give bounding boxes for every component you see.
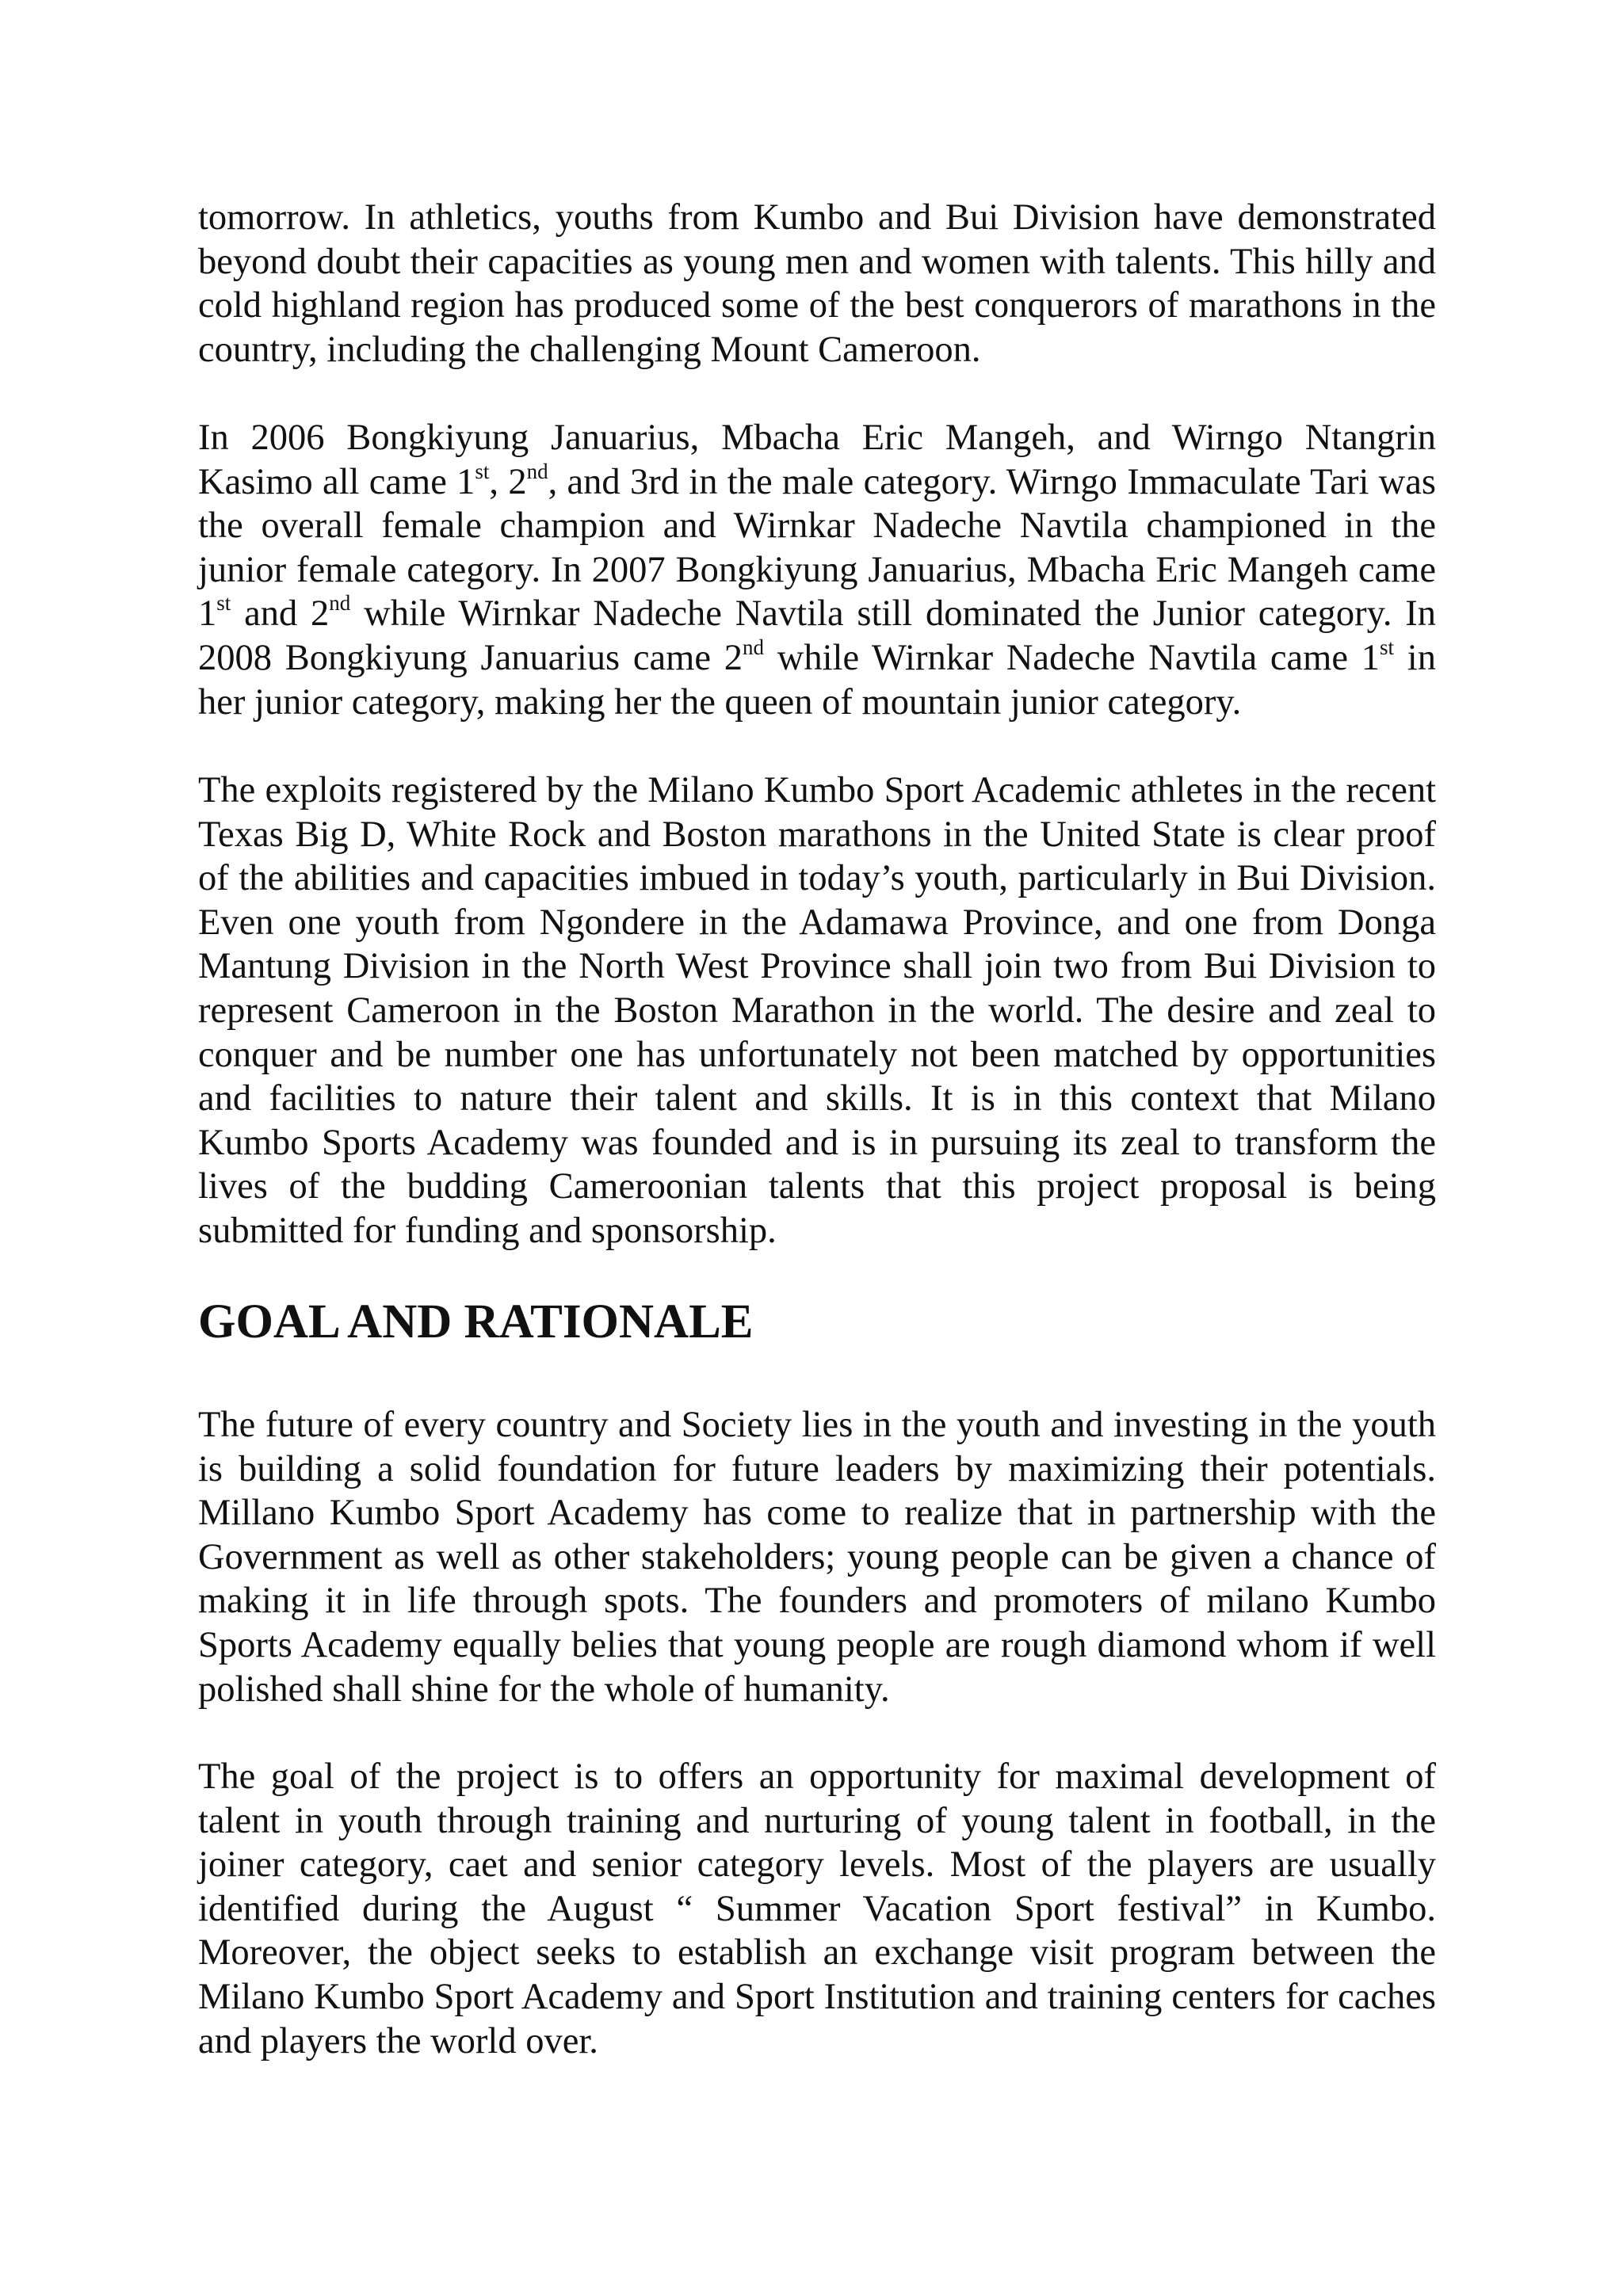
results-text-2: , 2: [489, 461, 527, 502]
ordinal-suffix: nd: [743, 635, 764, 659]
results-text-3: , and 3rd in the male category. Wirngo Immaculate Tari was the overall female champion and Wirnkar Nadeche Navtila championed in the junior female category. In 2007 Bongkiyung Januarius, Mbacha Eric Mangeh came 1: [198, 461, 1436, 635]
ordinal-suffix: nd: [329, 591, 351, 616]
ordinal-suffix: nd: [526, 459, 548, 483]
goal-paragraph-2: The goal of the project is to offers an opportunity for maximal development of talent in youth through training and nurturing of young talent in football, in the joiner category, caet and senior category levels. Most of the players are usually identified during the August “ Summer Vacation Sport festival” in Kumbo. Moreover, the object seeks to establish an exchange visit program between the Milano Kumbo Sport Academy and Sport Institution and training centers for caches and players the world over.: [198, 1756, 1436, 2061]
results-text-6: while Wirnkar Nadeche Navtila came 1: [764, 637, 1381, 678]
results-text-1: In 2006 Bongkiyung Januarius, Mbacha Eric Mangeh, and Wirngo Ntangrin Kasimo all came 1: [198, 418, 1436, 502]
ordinal-suffix: st: [475, 459, 490, 483]
intro-paragraph: tomorrow. In athletics, youths from Kumbo and Bui Division have demonstrated beyond doubt their capacities as young men and women with talents. This hilly and cold highland region has produced some of the best conquerors of marathons in the country, including the challenging Mount Cameroon.: [198, 197, 1436, 370]
results-text-7: in her junior category, making her the queen of mountain junior category.: [198, 637, 1436, 723]
goal-paragraph-1: The future of every country and Society lies in the youth and investing in the youth is building a solid foundation for future leaders by maximizing their potentials. Millano Kumbo Sport Academy has come to realize that in partnership with the Government as well as other stakeholders; young people can be given a chance of making it in life through spots. The founders and promoters of milano Kumbo Sports Academy equally belies that young people are rough diamond whom if well polished shall shine for the whole of humanity.: [198, 1405, 1436, 1710]
section-heading-goal-and-rationale: GOAL AND RATIONALE: [198, 1295, 754, 1348]
race-results-paragraph: [198, 416, 1436, 724]
ordinal-suffix: st: [1380, 635, 1395, 659]
results-text-5: while Wirnkar Nadeche Navtila still dominated the Junior category. In 2008 Bongkiyung Januarius came 2: [198, 593, 1437, 678]
exploits-paragraph: The exploits registered by the Milano Kumbo Sport Academic athletes in the recent Texas Big D, White Rock and Boston marathons in the United State is clear proof of the abilities and capacities imbued in today’s youth, particularly in Bui Division. Even one youth from Ngondere in the Adamawa Province, and one from Donga Mantung Division in the North West Province shall join two from Bui Division to represent Cameroon in the Boston Marathon in the world. The desire and zeal to conquer and be number one has unfortunately not been matched by opportunities and facilities to nature their talent and skills. It is in this context that Milano Kumbo Sports Academy was founded and is in pursuing its zeal to transform the lives of the budding Cameroonian talents that this project proposal is being submitted for funding and sponsorship.: [198, 770, 1436, 1251]
results-text-4: and 2: [231, 593, 330, 635]
ordinal-suffix: st: [216, 591, 231, 616]
